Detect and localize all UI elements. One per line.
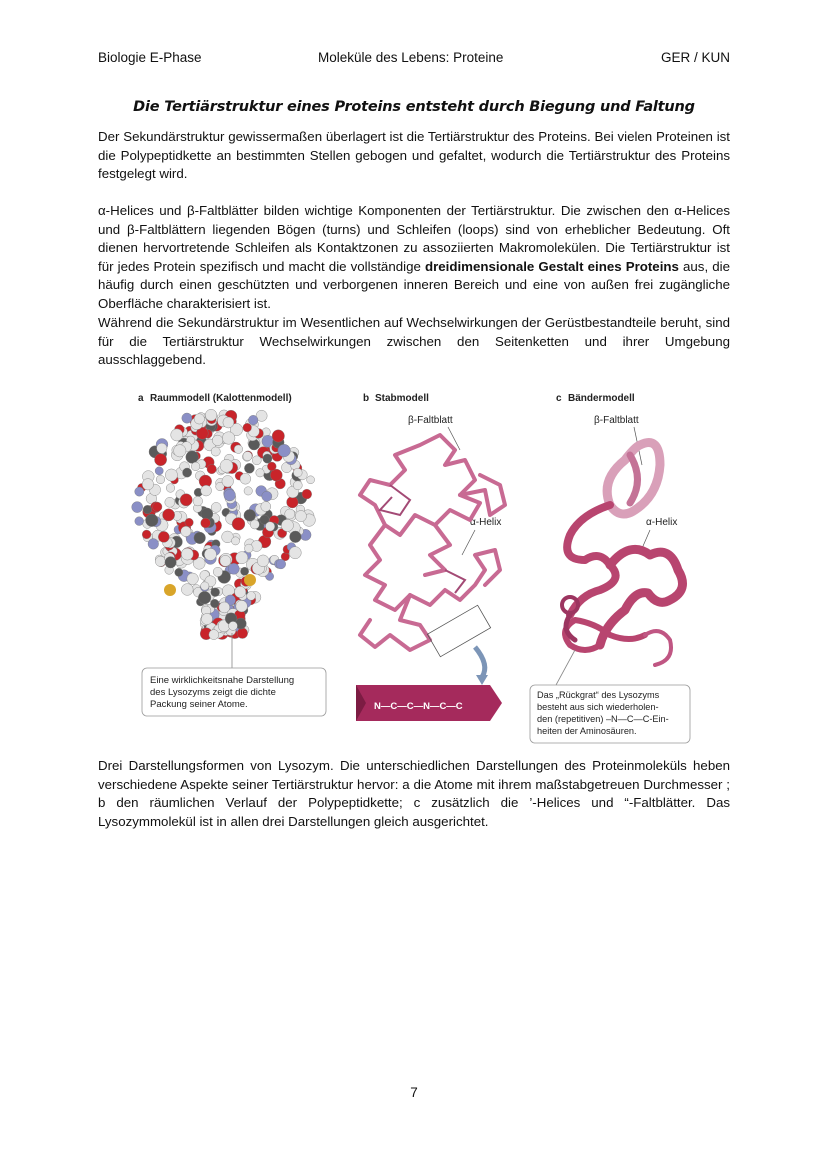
atom-sphere xyxy=(223,417,234,428)
atom-sphere xyxy=(307,476,315,484)
caption-a-line-3: Packung seiner Atome. xyxy=(150,699,248,710)
atom-sphere xyxy=(241,567,249,575)
atom-sphere xyxy=(244,509,256,521)
atom-sphere xyxy=(236,600,248,612)
panel-b-sheet-label: β-Faltblatt xyxy=(408,415,453,426)
backbone-band xyxy=(356,685,502,721)
atom-sphere xyxy=(295,511,306,522)
atom-sphere xyxy=(285,509,295,519)
atom-sphere xyxy=(165,557,176,568)
atom-sphere xyxy=(222,476,234,488)
lysozyme-figure xyxy=(130,385,700,750)
atom-sphere xyxy=(209,630,219,640)
atom-sphere xyxy=(222,432,235,445)
atom-sphere xyxy=(153,502,162,511)
atom-sphere xyxy=(220,459,233,472)
atom-sphere xyxy=(281,519,293,531)
atom-sphere xyxy=(142,530,151,539)
panel-b-letter: b xyxy=(363,393,370,404)
atom-sphere xyxy=(236,552,248,564)
atom-sphere xyxy=(155,454,167,466)
atom-sphere xyxy=(263,454,272,463)
atom-sphere xyxy=(293,481,302,490)
atom-sphere xyxy=(262,491,272,501)
atom-sphere xyxy=(165,497,175,507)
atom-sphere xyxy=(143,505,152,514)
atom-sphere xyxy=(181,548,193,560)
atom-sphere xyxy=(229,621,238,630)
atom-sphere xyxy=(201,485,212,496)
atom-sphere xyxy=(244,487,252,495)
paragraph-2-text-b: aus, die häufig durch einen geschützten und verborgenen inneren Bereich und eine von außen frei zugängliche Oberfläche charakterisiert ist. xyxy=(98,258,730,311)
panel-c-title: Bändermodell xyxy=(568,393,635,404)
paragraph-2-bold: dreidimensionale Gestalt eines Proteins xyxy=(424,258,679,274)
panel-a-title: Raummodell (Kalottenmodell) xyxy=(150,393,292,404)
atom-sphere xyxy=(183,468,192,477)
panel-b-helix-pointer xyxy=(462,530,475,555)
header-subject: Biologie E-Phase xyxy=(98,50,202,65)
atom-sphere xyxy=(256,469,264,477)
atom-sphere xyxy=(207,464,216,473)
atom-sphere xyxy=(166,484,175,493)
atom-sphere xyxy=(180,494,192,506)
atom-sphere xyxy=(201,613,212,624)
sulfur-atom xyxy=(164,584,176,596)
atom-sphere xyxy=(211,588,220,597)
atom-sphere xyxy=(205,409,217,421)
atom-sphere xyxy=(257,555,269,567)
atom-sphere xyxy=(244,463,254,473)
caption-c-line-3: den (repetitiven) –N—C—C-Ein- xyxy=(537,714,669,724)
atom-sphere xyxy=(163,509,175,521)
atom-sphere xyxy=(234,445,243,454)
atom-sphere xyxy=(146,514,159,527)
paragraph-2 xyxy=(98,202,730,314)
atom-sphere xyxy=(158,531,169,542)
atom-sphere xyxy=(289,547,301,559)
atom-sphere xyxy=(276,559,286,569)
stick-backbone xyxy=(360,435,505,650)
atom-sphere xyxy=(201,518,211,528)
atom-sphere xyxy=(213,567,222,576)
atom-sphere xyxy=(193,496,203,506)
backbone-atoms-text: N—C—C—N—C—C xyxy=(374,701,463,712)
figure-caption: Drei Darstellungsformen von Lysozym. Die unterschiedlichen Darstellungen des Proteinmoleküls heben verschiedene Aspekte seiner Tertiärstruktur hervor: a die Atome mit ihrem maßstabgetreuen Durchmesser ; b den räumlichen Verlauf der Polypeptidkette; c zusätzlich die ’-Helices und “-Faltblätter. Das Lysozymmolekül ist in allen drei Darstellungen gleich ausgerichtet. xyxy=(98,758,730,829)
atom-sphere xyxy=(265,522,274,531)
atom-sphere xyxy=(191,462,200,471)
atom-sphere xyxy=(293,468,302,477)
atom-sphere xyxy=(224,489,236,501)
atom-sphere xyxy=(181,526,191,536)
atom-sphere xyxy=(287,496,299,508)
atom-sphere xyxy=(245,544,254,553)
atom-sphere xyxy=(211,447,220,456)
sulfur-atom xyxy=(244,574,256,586)
atom-sphere xyxy=(204,548,216,560)
atom-sphere xyxy=(165,469,177,481)
atom-sphere xyxy=(148,539,159,550)
atom-sphere xyxy=(175,568,183,576)
atom-sphere xyxy=(155,556,165,566)
zoom-arrow-head xyxy=(476,675,488,685)
atom-sphere xyxy=(231,537,239,545)
atom-sphere xyxy=(302,489,312,499)
atom-sphere xyxy=(155,467,163,475)
atom-sphere xyxy=(182,413,192,423)
atom-sphere xyxy=(187,573,199,585)
atom-sphere xyxy=(219,602,230,613)
lysozyme-figure-svg xyxy=(130,385,700,750)
header-topic: Moleküle des Lebens: Proteine xyxy=(318,50,504,65)
atom-sphere xyxy=(261,502,271,512)
atom-sphere xyxy=(135,517,144,526)
atom-sphere xyxy=(252,456,261,465)
atom-sphere xyxy=(250,520,259,529)
atom-sphere xyxy=(235,586,246,597)
atom-sphere xyxy=(132,502,143,513)
panel-c-letter: c xyxy=(556,393,562,404)
atom-sphere xyxy=(237,628,248,639)
atom-sphere xyxy=(278,444,291,457)
atom-sphere xyxy=(142,479,153,490)
atom-sphere xyxy=(240,473,251,484)
zoom-arrow xyxy=(475,647,485,677)
paragraph-1: Der Sekundärstruktur gewissermaßen überlagert ist die Tertiärstruktur des Proteins. Bei vielen Proteinen ist die Polypeptidkette an bestimmten Stellen gebogen und gefaltet, wodurch die Tertiärstruktur des Proteins festgelegt wird. xyxy=(98,129,730,182)
panel-b-title: Stabmodell xyxy=(375,393,429,404)
section-title: Die Tertiärstruktur eines Proteins entsteht durch Biegung und Faltung xyxy=(133,99,695,115)
atom-sphere xyxy=(248,415,258,425)
space-filling-model xyxy=(132,409,316,639)
atom-sphere xyxy=(212,435,223,446)
atom-sphere xyxy=(232,518,245,531)
atom-sphere xyxy=(211,502,221,512)
backbone-zoom-frame xyxy=(427,605,490,657)
atom-sphere xyxy=(174,445,186,457)
panel-a-letter: a xyxy=(138,393,144,404)
page-number: 7 xyxy=(410,1085,418,1100)
atom-sphere xyxy=(194,414,204,424)
atom-sphere xyxy=(181,584,193,596)
paragraph-2-text-a: α-Helices und β-Faltblätter bilden wichtige Komponenten der Tertiärstruktur. Die zwischen den α-Helices und β-Faltblättern liegenden Bögen (turns) und Schleifen (loops) sind von erheblicher Bedeutung. Oft dienen hervortretende Schleifen als Kontaktzonen zu assoziierten Makromolekülen. Die Tertiärstruktur ist für jedes Protein spezifisch und macht die vollständige xyxy=(98,203,730,274)
atom-sphere xyxy=(228,563,239,574)
caption-a-line-1: Eine wirklichkeitsnahe Darstellung xyxy=(150,675,295,686)
atom-sphere xyxy=(185,518,193,526)
atom-sphere xyxy=(220,555,231,566)
caption-c-line-4: heiten der Aminosäuren. xyxy=(537,726,637,736)
atom-sphere xyxy=(272,430,284,442)
panel-c-sheet-label: β-Faltblatt xyxy=(594,415,639,426)
caption-a-line-2: des Lysozyms zeigt die dichte xyxy=(150,687,276,698)
caption-c-pointer xyxy=(556,650,575,685)
caption-c-line-1: Das „Rückgrat“ des Lysozyms xyxy=(537,690,660,700)
caption-c-line-2: besteht aus sich wiederholen- xyxy=(537,702,659,712)
atom-sphere xyxy=(243,423,252,432)
atom-sphere xyxy=(290,531,302,543)
stick-backbone-shade xyxy=(380,485,465,593)
atom-sphere xyxy=(267,462,276,471)
atom-sphere xyxy=(210,599,219,608)
panel-b-helix-label: α-Helix xyxy=(470,517,502,528)
atom-sphere xyxy=(186,451,199,464)
paragraph-3: Während die Sekundärstruktur im Wesentlichen auf Wechselwirkungen der Gerüstbestandteile beruht, sind für die Tertiärstruktur Wechselwirkungen zwischen den Seitenketten und ihrer Umgebung ausschlaggebend. xyxy=(98,315,730,368)
ribbon-model xyxy=(562,443,683,666)
atom-sphere xyxy=(194,532,206,544)
atom-sphere xyxy=(201,582,209,590)
atom-sphere xyxy=(157,443,167,453)
atom-sphere xyxy=(135,487,144,496)
header-authors: GER / KUN xyxy=(660,50,730,65)
panel-c-helix-label: α-Helix xyxy=(646,517,678,528)
atom-sphere xyxy=(243,452,252,461)
atom-sphere xyxy=(171,429,183,441)
atom-sphere xyxy=(198,591,211,604)
atom-sphere xyxy=(156,475,165,484)
atom-sphere xyxy=(247,592,256,601)
